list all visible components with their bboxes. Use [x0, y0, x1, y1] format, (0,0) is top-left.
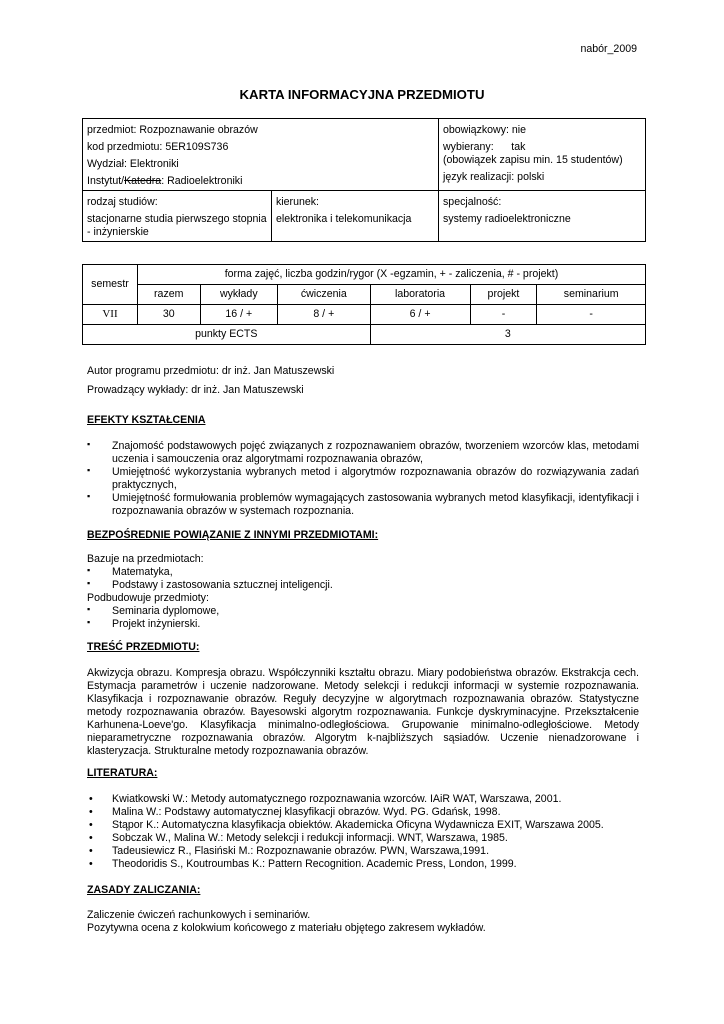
table-cell: 16 / + [200, 305, 278, 325]
list-item: • Malina W.: Podstawy automatycznej klasyfikacji obrazów. Wyd. PG. Gdańsk, 1998. [89, 805, 501, 818]
outcomes-list [87, 440, 639, 518]
table-cell: - [537, 305, 646, 325]
field-value: elektronika i telekomunikacja [276, 212, 412, 225]
grading-line: Pozytywna ocena z kolokwium końcowego z materiału objętego zakresem wykładów. [87, 921, 486, 934]
column-header: ćwiczenia [278, 285, 371, 305]
column-header: laboratoria [370, 285, 470, 305]
study-type-cell [83, 191, 272, 242]
struck-word: Katedra [124, 174, 162, 187]
semester-value: VII [83, 305, 138, 325]
bullet-icon: • [89, 793, 93, 805]
square-bullet-icon: ▪ [87, 577, 91, 588]
list-item: • Stąpor K.: Automatyczna klasyfikacja obiektów. Akademicka Oficyna Wydawnicza EXIT, Warszawa 2005. [89, 818, 604, 831]
grading-rules [87, 909, 639, 935]
specialization-value: systemy radioelektroniczne [443, 212, 571, 225]
page-title: KARTA INFORMACYJNA PRZEDMIOTU [239, 87, 485, 102]
faculty: Wydział: Elektroniki [87, 157, 179, 170]
list-item: ▪ Umiejętność wykorzystania wybranych metod i algorytmów rozpoznawania obrazów do rozwiązywania zadań praktycznych, [87, 464, 639, 491]
course-status-cell [439, 119, 646, 191]
list-item: ▪ Umiejętność formułowania problemów wymagających zastosowania wybranych metod klasyfikacji, identyfikacji i rozpoznawania obrazów w systemach rozpoznania. [87, 490, 639, 517]
section-heading: ZASADY ZALICZANIA: [87, 884, 201, 896]
table-cell: 8 / + [278, 305, 371, 325]
lecturer: Prowadzący wykłady: dr inż. Jan Matuszewski [87, 384, 304, 396]
hours-table [82, 264, 646, 345]
course-identity-cell [83, 119, 439, 191]
column-header: projekt [470, 285, 537, 305]
bullet-icon: • [89, 818, 93, 831]
enrollment-tag: nabór_2009 [580, 43, 637, 55]
list-item: • Theodoridis S., Koutroumbas K.: Pattern Recognition. Academic Press, London, 1999. [89, 857, 517, 870]
mandatory-status: obowiązkowy: nie [443, 124, 527, 136]
institute: Instytut/Katedra: Radioelektroniki [87, 174, 243, 187]
list-item: • Kwiatkowski W.: Metody automatycznego rozpoznawania wzorców. IAiR WAT, Warszawa, 2001. [89, 793, 562, 805]
literature-list [87, 793, 639, 871]
elective-status: wybierany: tak [443, 140, 526, 153]
section-heading: BEZPOŚREDNIE POWIĄZANIE Z INNYMI PRZEDMIOTAMI: [87, 529, 379, 541]
program-author: Autor programu przedmiotu: dr inż. Jan Matuszewski [87, 365, 335, 377]
dependents-list [87, 605, 639, 631]
square-bullet-icon: ▪ [87, 490, 91, 501]
bullet-icon: • [89, 805, 93, 818]
prerequisites-label: Bazuje na przedmiotach: [87, 553, 204, 565]
list-item: • Tadeusiewicz R., Flasiński M.: Rozpoznawanie obrazów. PWN, Warszawa,1991. [89, 844, 490, 857]
square-bullet-icon: ▪ [87, 439, 91, 449]
study-type-value: stacjonarne studia pierwszego stopnia - inżynierskie [87, 212, 267, 238]
square-bullet-icon: ▪ [87, 464, 91, 475]
section-heading: LITERATURA: [87, 767, 158, 779]
course-info-table [82, 118, 646, 242]
column-header: seminarium [537, 285, 646, 305]
list-item: ▪ Znajomość podstawowych pojęć związanych z rozpoznawaniem obrazów, tworzeniem wzorców klas, metodami uczenia i samouczenia oraz algorytmami rozpoznawania obrazów, [87, 439, 639, 465]
list-item: ▪ Projekt inżynierski. [87, 616, 201, 630]
specialization-cell [439, 191, 646, 242]
language: język realizacji: polski [443, 170, 545, 183]
bullet-icon: • [89, 844, 93, 857]
course-code: kod przedmiotu: 5ER109S736 [87, 140, 229, 153]
prerequisites [87, 553, 639, 631]
course-content-text: Akwizycja obrazu. Kompresja obrazu. Współczynniki kształtu obrazu. Miary podobieństwa obrazów. Ekstrakcja cech. Estymacja parametrów i uczenie nadzorowane. Metody selekcji i redukcji informacji w systemie rozpoznawania. Klasyfikacja i rozpoznawanie obrazów. Reguły decyzyjne w algorytmach rozpoznawania obrazów. Statystyczne metody rozpoznawania obrazów. Bayesowski algorytm rozpoznawania. Funkcje dyskryminacyjne. Przekształcenie Karhunena-Loeve'go. Klasyfikacja minimalno-odległościowa. Grupowanie minimalno-odległościowe. Metody nieparametryczne rozpoznawania obrazów. Algorytm k-najbliższych sąsiadów. Uczenie nienadzorowane i klasteryzacja. Strukturalne metody rozpoznawania obrazów. [87, 667, 639, 757]
column-header: wykłady [200, 285, 278, 305]
bullet-icon: • [89, 831, 93, 844]
dependents-label: Podbudowuje przedmioty: [87, 591, 209, 604]
elective-note: (obowiązek zapisu min. 15 studentów) [443, 153, 623, 166]
table-cell: 6 / + [370, 305, 470, 325]
ects-value: 3 [370, 325, 645, 345]
square-bullet-icon: ▪ [87, 564, 91, 575]
section-heading: EFEKTY KSZTAŁCENIA [87, 414, 206, 426]
course-name: przedmiot: Rozpoznawanie obrazów [87, 124, 258, 136]
study-type-label: rodzaj studiów: [87, 196, 158, 208]
field-cell [272, 191, 439, 242]
specialization-label: specjalność: [443, 196, 502, 208]
list-item: ▪ Podstawy i zastosowania sztucznej inteligencji. [87, 577, 333, 591]
list-item: ▪ Seminaria dyplomowe, [87, 603, 220, 617]
list-item: • Sobczak W., Malina W.: Metody selekcji i redukcji informacji. WNT, Warszawa, 1985. [89, 831, 508, 844]
ects-label: punkty ECTS [83, 325, 371, 345]
bullet-icon: • [89, 857, 93, 870]
form-header: forma zajęć, liczba godzin/rygor (X -egzamin, + - zaliczenia, # - projekt) [138, 265, 646, 285]
section-heading: TREŚĆ PRZEDMIOTU: [87, 641, 200, 653]
grading-line: Zaliczenie ćwiczeń rachunkowych i seminariów. [87, 909, 311, 921]
column-header: razem [138, 285, 201, 305]
table-cell: - [470, 305, 537, 325]
prerequisites-list [87, 566, 639, 592]
field-label: kierunek: [276, 196, 319, 208]
table-cell: 30 [138, 305, 201, 325]
list-item: ▪ Matematyka, [87, 564, 173, 578]
square-bullet-icon: ▪ [87, 603, 91, 614]
square-bullet-icon: ▪ [87, 616, 91, 627]
semester-header: semestr [83, 265, 138, 305]
